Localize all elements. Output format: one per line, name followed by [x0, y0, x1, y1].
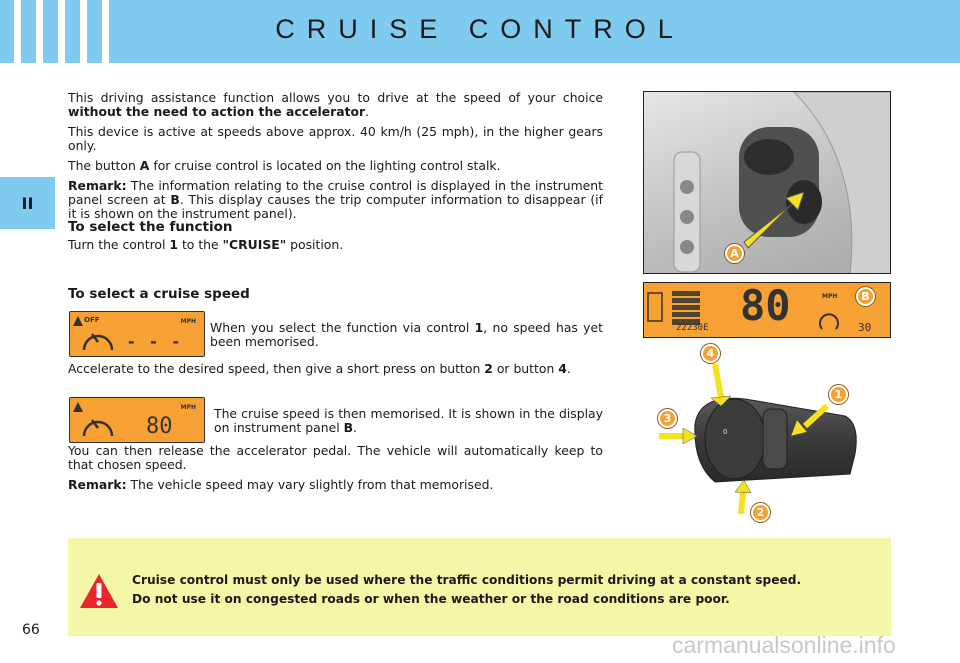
- select-function-heading: To select the function: [68, 219, 233, 235]
- lcd-display-memorised: [69, 397, 205, 443]
- marker-b: B: [856, 287, 875, 306]
- memorised-text: The cruise speed is then memorised. It is shown in the display on instrument panel B.: [214, 406, 603, 435]
- lcd-value: - - -: [128, 332, 185, 351]
- warning-line: Do not use it on congested roads or when the weather or the road conditions are poor.: [132, 592, 730, 606]
- svg-text:0: 0: [723, 428, 728, 436]
- lcd-unit: MPH: [180, 318, 196, 325]
- page-header: [0, 0, 960, 63]
- marker-2: 2: [751, 503, 770, 522]
- panel-odometer: 22230E: [676, 323, 709, 333]
- lcd-status: OFF: [84, 316, 100, 324]
- marker-4: 4: [701, 344, 720, 363]
- remark-paragraph: Remark: The vehicle speed may vary slightly from that memorised.: [68, 477, 494, 492]
- header-stripes: [0, 0, 122, 63]
- lcd-value: 80: [146, 414, 173, 439]
- no-speed-text: When you select the function via control 1, no speed has yet been memorised.: [210, 320, 603, 349]
- lcd-unit: MPH: [180, 404, 196, 411]
- warning-line: Cruise control must only be used where the traffic conditions permit driving at a constant speed.: [132, 573, 802, 587]
- marker-1: 1: [829, 385, 848, 404]
- steering-column-photo: [643, 91, 891, 274]
- stalk-drawing: [655, 344, 891, 526]
- speedometer-icon: [80, 324, 116, 354]
- panel-unit: MPH: [822, 293, 838, 300]
- release-paragraph: You can then release the accelerator pedal. The vehicle will automatically keep to that chosen speed.: [68, 443, 603, 472]
- warning-icon: [79, 573, 119, 609]
- marker-a: A: [725, 244, 744, 263]
- marker-3: 3: [658, 409, 677, 428]
- steering-column-illustration: [644, 92, 891, 274]
- select-speed-heading: To select a cruise speed: [68, 286, 250, 302]
- intro-text: [68, 91, 603, 227]
- panel-cruise-speed: 30: [858, 321, 872, 334]
- instrument-panel-display: [643, 282, 891, 338]
- warning-text: [132, 571, 882, 609]
- control-stalk-illustration: [655, 344, 891, 526]
- intro-paragraph: This driving assistance function allows you to drive at the speed of your choice without the need to action the accelerator.: [68, 90, 603, 119]
- speedometer-icon: [80, 410, 116, 440]
- chapter-tab: II: [0, 177, 55, 229]
- release-text: [68, 444, 603, 498]
- panel-speed: 80: [740, 282, 791, 330]
- remark-paragraph: Remark: The information relating to the cruise control is displayed in the instrument panel screen at B. This display causes the trip computer information to disappear (if it is shown on the instrument panel).: [68, 178, 603, 221]
- intro-paragraph: This device is active at speeds above approx. 40 km/h (25 mph), in the higher gears only.: [68, 124, 603, 153]
- watermark: carmanualsonline.info: [672, 632, 896, 658]
- select-function-text: Turn the control 1 to the "CRUISE" position.: [68, 237, 344, 252]
- intro-paragraph: The button A for cruise control is located on the lighting control stalk.: [68, 158, 501, 173]
- lcd-display-off: [69, 311, 205, 357]
- page-title: CRUISE CONTROL: [275, 14, 685, 44]
- page-number: 66: [22, 622, 40, 638]
- accelerate-text: Accelerate to the desired speed, then give a short press on button 2 or button 4.: [68, 361, 571, 376]
